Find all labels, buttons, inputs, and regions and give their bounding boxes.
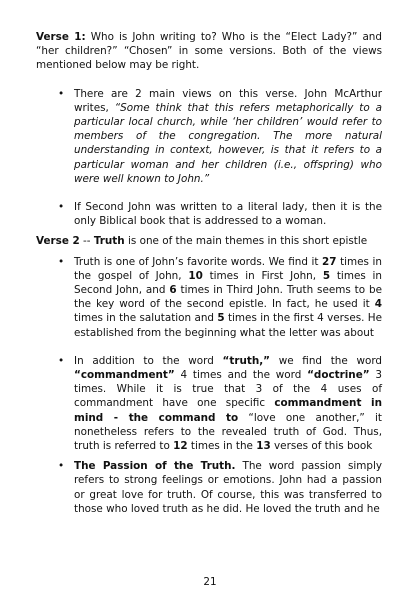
verse-1-paragraph: [36, 30, 382, 73]
verse-1-text: Who is John writing to? Who is the “Elect Lady?” and “her children?” “Chosen” in some versions. Both of the views mentioned below may be right.: [36, 31, 382, 72]
verse-2-paragraph: Verse 2 -- Truth is one of the main themes in this short epistle: [36, 235, 368, 248]
verse-2-bullet-list: [36, 255, 382, 516]
verse-1-label: Verse 1:: [36, 31, 86, 43]
truth-keyword: Truth: [93, 235, 125, 248]
list-item: • There are 2 main views on this verse. John McArthur writes, “Some think that this refers metaphorically to a particular local church, while ‘her children’ would refer to members of the congregation. The more natural understanding in context, however, is that it refers to a particular woman and her children (i.e., offspring) who were well known to John.”: [58, 87, 382, 186]
verse-1-bullet-list: [36, 87, 382, 229]
list-item: • In addition to the word “truth,” we find the word “commandment” 4 times and the word “doctrine” 3 times. While it is true that 3 of the 4 uses of commandment have one specific commandment in mind - the command to “love one another,” it nonetheless refers to the revealed truth of God. Thus, truth is referred to 12 times in the 13 verses of this book: [58, 354, 382, 453]
page-number: 21: [203, 576, 217, 588]
mcarthur-quote: “Some think that this refers metaphorically to a particular local church, while ‘her children’ would refer to members of the congregation. The more natural understanding in context, however, is that it refers to a particular woman and her children (i.e., offspring) who were well known to John.”: [74, 101, 382, 185]
passion-heading: The Passion of the Truth.: [74, 460, 236, 473]
list-item: • Truth is one of John’s favorite words. We find it 27 times in the gospel of John, 10 times in First John, 5 times in Second John, and 6 times in Third John. Truth seems to be the key word of the second epistle. In fact, he used it 4 times in the salutation and 5 times in the first 4 verses. He established from the beginning what the letter was about: [58, 255, 382, 340]
list-item: • If Second John was written to a literal lady, then it is the only Biblical book that is addressed to a woman.: [58, 200, 382, 228]
list-item: • The Passion of the Truth. The word passion simply refers to strong feelings or emotions. John had a passion or great love for truth. Of course, this was transferred to those who loved truth as he did. He loved the truth and he: [58, 459, 382, 516]
verse-2-label: Verse 2: [36, 235, 80, 248]
